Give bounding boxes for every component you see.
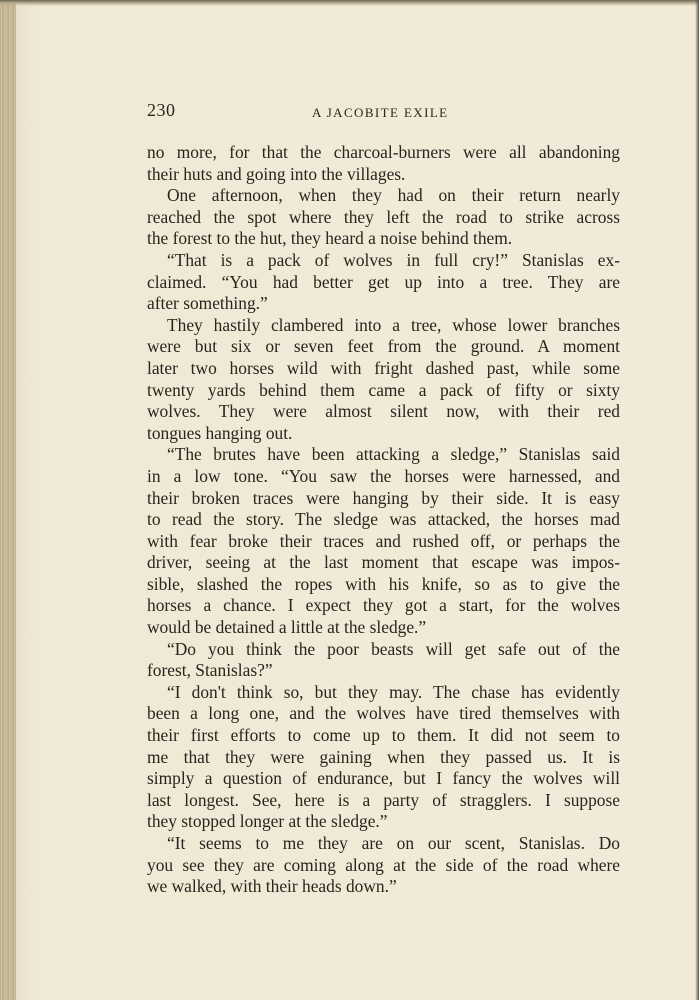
text-line: “The brutes have been attacking a sledge,” Stanislas said xyxy=(167,444,620,465)
text-line: wolves. They were almost silent now, with their red xyxy=(147,401,620,422)
text-line: we walked, with their heads down.” xyxy=(147,876,397,897)
text-line: “I don't think so, but they may. The chase has evidently xyxy=(167,681,620,702)
page-header xyxy=(147,98,620,128)
text-line: They hastily clambered into a tree, whose lower branches xyxy=(167,314,620,335)
body-text xyxy=(147,142,620,898)
page-right-edge xyxy=(695,0,699,1000)
text-line: in a low tone. “You saw the horses were harnessed, and xyxy=(147,465,620,486)
text-line: their broken traces were hanging by their side. It is easy xyxy=(147,487,620,508)
text-line: they stopped longer at the sledge.” xyxy=(147,811,388,832)
text-line: claimed. “You had better get up into a tree. They are xyxy=(147,271,620,292)
page-number: 230 xyxy=(147,100,176,120)
text-line: you see they are coming along at the side of the road where xyxy=(147,854,620,875)
text-line: “It seems to me they are on our scent, Stanislas. Do xyxy=(167,833,620,853)
text-line: their first efforts to come up to them. It did not seem to xyxy=(147,725,620,746)
text-line: last longest. See, here is a party of stragglers. I suppose xyxy=(147,789,620,810)
text-line: after something.” xyxy=(147,293,268,314)
text-line: driver, seeing at the last moment that escape was impos- xyxy=(147,552,620,573)
text-line: been a long one, and the wolves have tired themselves with xyxy=(147,703,620,724)
text-line: were but six or seven feet from the ground. A moment xyxy=(147,336,620,357)
text-line: no more, for that the charcoal-burners were all abandoning xyxy=(147,142,620,162)
text-line: the forest to the hut, they heard a noise behind them. xyxy=(147,228,513,249)
text-line: later two horses wild with fright dashed past, while some xyxy=(147,357,620,378)
text-line: tongues hanging out. xyxy=(147,422,293,443)
page-top-edge xyxy=(0,0,699,6)
text-line: their huts and going into the villages. xyxy=(147,163,406,184)
text-line: would be detained a little at the sledge.” xyxy=(147,617,427,638)
text-line: with fear broke their traces and rushed off, or perhaps the xyxy=(147,530,620,551)
text-line: to read the story. The sledge was attacked, the horses mad xyxy=(147,509,620,530)
text-line: “Do you think the poor beasts will get safe out of the xyxy=(167,638,620,659)
text-line: twenty yards behind them came a pack of fifty or sixty xyxy=(147,379,620,400)
text-line: One afternoon, when they had on their return nearly xyxy=(167,185,620,206)
text-line: me that they were gaining when they passed us. It is xyxy=(147,746,620,767)
text-line: reached the spot where they left the road to strike across xyxy=(147,206,620,227)
text-line: sible, slashed the ropes with his knife, so as to give the xyxy=(147,573,620,594)
text-line: forest, Stanislas?” xyxy=(147,660,273,681)
text-line: “That is a pack of wolves in full cry!” Stanislas ex- xyxy=(167,249,620,270)
text-line: horses a chance. I expect they got a start, for the wolves xyxy=(147,595,620,616)
page-binding-edge xyxy=(0,0,16,1000)
text-line: simply a question of endurance, but I fancy the wolves will xyxy=(147,768,620,789)
running-title: A JACOBITE EXILE xyxy=(312,105,449,120)
